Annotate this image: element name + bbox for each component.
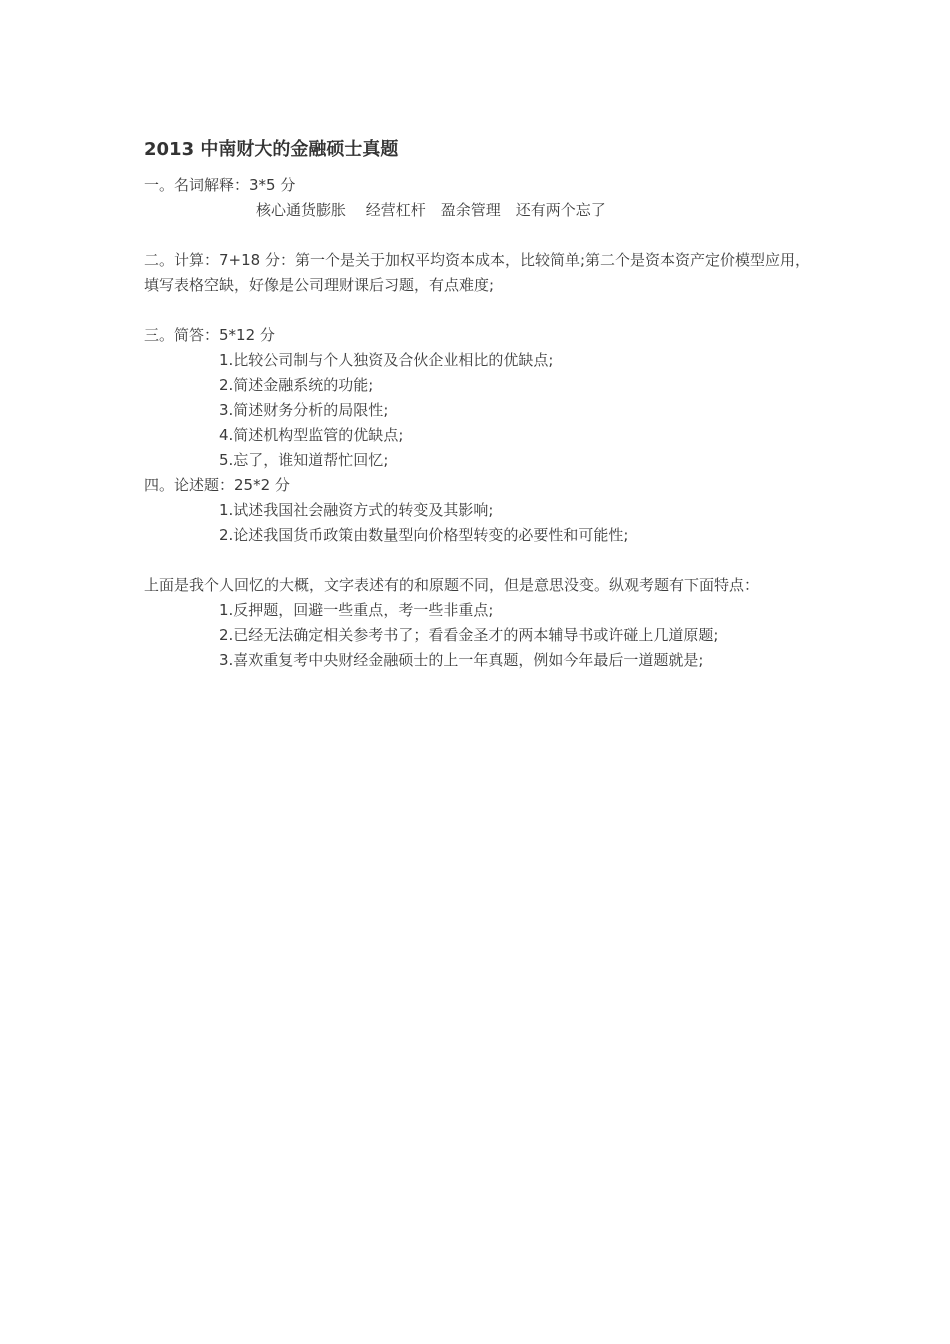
summary-item: 3.喜欢重复考中央财经金融硕士的上一年真题，例如今年最后一道题就是;	[219, 651, 704, 669]
document-body	[144, 137, 814, 673]
spacer	[144, 223, 814, 248]
summary-item: 2.已经无法确定相关参考书了；看看金圣才的两本辅导书或许碰上几道原题;	[219, 626, 719, 644]
section-3-item: 5.忘了，谁知道帮忙回忆;	[219, 451, 389, 469]
spacer	[144, 298, 814, 323]
section-3-item: 1.比较公司制与个人独资及合伙企业相比的优缺点;	[219, 351, 554, 369]
section-4-item: 2.论述我国货币政策由数量型向价格型转变的必要性和可能性;	[219, 526, 629, 544]
spacer	[144, 548, 814, 573]
section-3-heading: 三。简答：5*12 分	[144, 326, 275, 344]
section-2-text: 二。计算：7+18 分：第一个是关于加权平均资本成本，比较简单;第二个是资本资产定价模型应用，填写表格空缺，好像是公司理财课后习题，有点难度;	[144, 251, 811, 294]
section-3-item: 2.简述金融系统的功能;	[219, 376, 374, 394]
section-3-item: 4.简述机构型监管的优缺点;	[219, 426, 404, 444]
section-1-terms: 核心通货膨胀 经营杠杆 盈余管理 还有两个忘了	[256, 201, 606, 219]
section-3-item: 3.简述财务分析的局限性;	[219, 401, 389, 419]
summary-intro: 上面是我个人回忆的大概，文字表述有的和原题不同，但是意思没变。纵观考题有下面特点：	[144, 576, 760, 594]
section-4-heading: 四。论述题：25*2 分	[144, 476, 290, 494]
section-1-heading: 一。名词解释：3*5 分	[144, 176, 296, 194]
summary-item: 1.反押题，回避一些重点，考一些非重点;	[219, 601, 494, 619]
section-4-item: 1.试述我国社会融资方式的转变及其影响;	[219, 501, 494, 519]
document-title: 2013 中南财大的金融硕士真题	[144, 139, 399, 160]
